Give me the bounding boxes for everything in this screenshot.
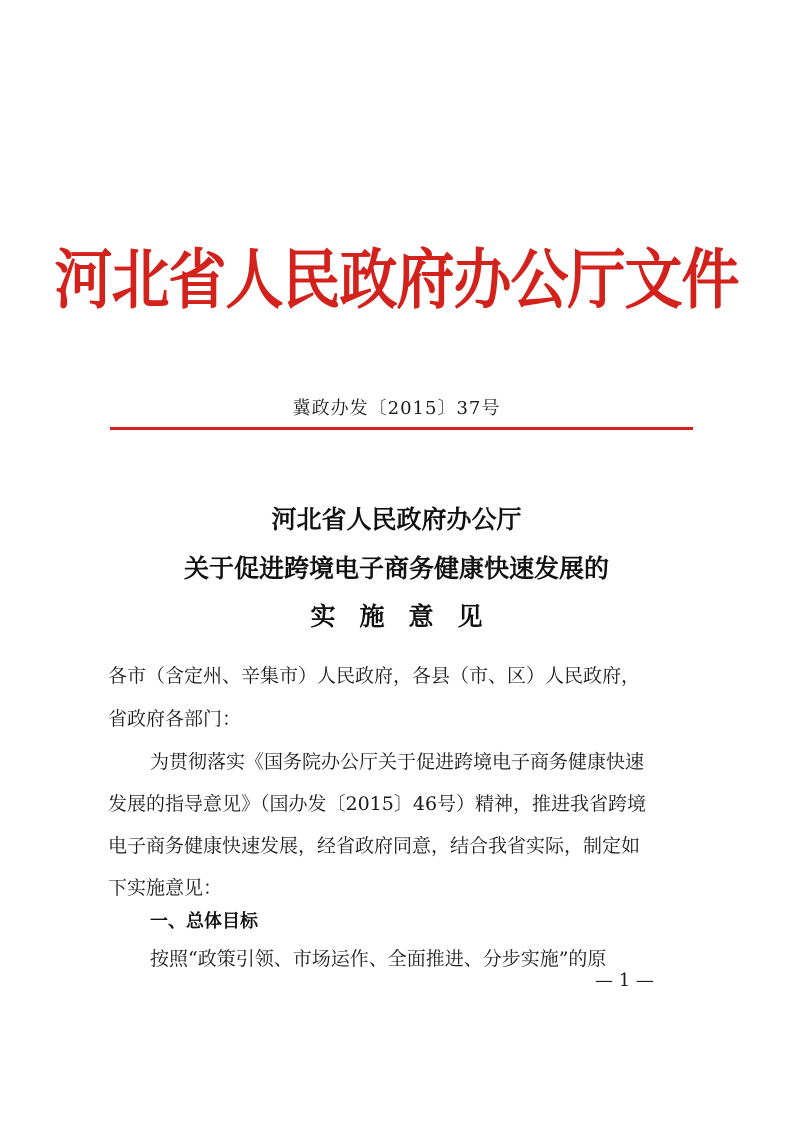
paragraph-line: 为贯彻落实《国务院办公厅关于促进跨境电子商务健康快速 [150, 751, 645, 773]
addressee-line-1: 各市（含定州、辛集市）人民政府，各县（市、区）人民政府， [108, 665, 641, 687]
issuer-title: 河北省人民政府办公厅文件 [54, 241, 739, 318]
paragraph-line: 下实施意见： [108, 877, 223, 899]
document-title-line-3: 实施意见 [310, 602, 507, 631]
paragraph-line: 电子商务健康快速发展，经省政府同意，结合我省实际，制定如 [108, 835, 641, 857]
red-divider-line [110, 427, 693, 430]
paragraph-line: 发展的指导意见》（国办发〔2015〕46号）精神，推进我省跨境 [108, 793, 647, 815]
document-title-line-1: 河北省人民政府办公厅 [271, 505, 522, 534]
document-title-line-2: 关于促进跨境电子商务健康快速发展的 [183, 554, 609, 583]
section-heading: 一、总体目标 [150, 911, 258, 932]
page-number: — 1 — [595, 970, 654, 991]
document-number: 冀政办发〔2015〕37号 [292, 398, 501, 419]
addressee-line-2: 省政府各部门： [108, 708, 242, 730]
paragraph-line: 按照“政策引领、市场运作、全面推进、分步实施”的原 [150, 948, 607, 970]
